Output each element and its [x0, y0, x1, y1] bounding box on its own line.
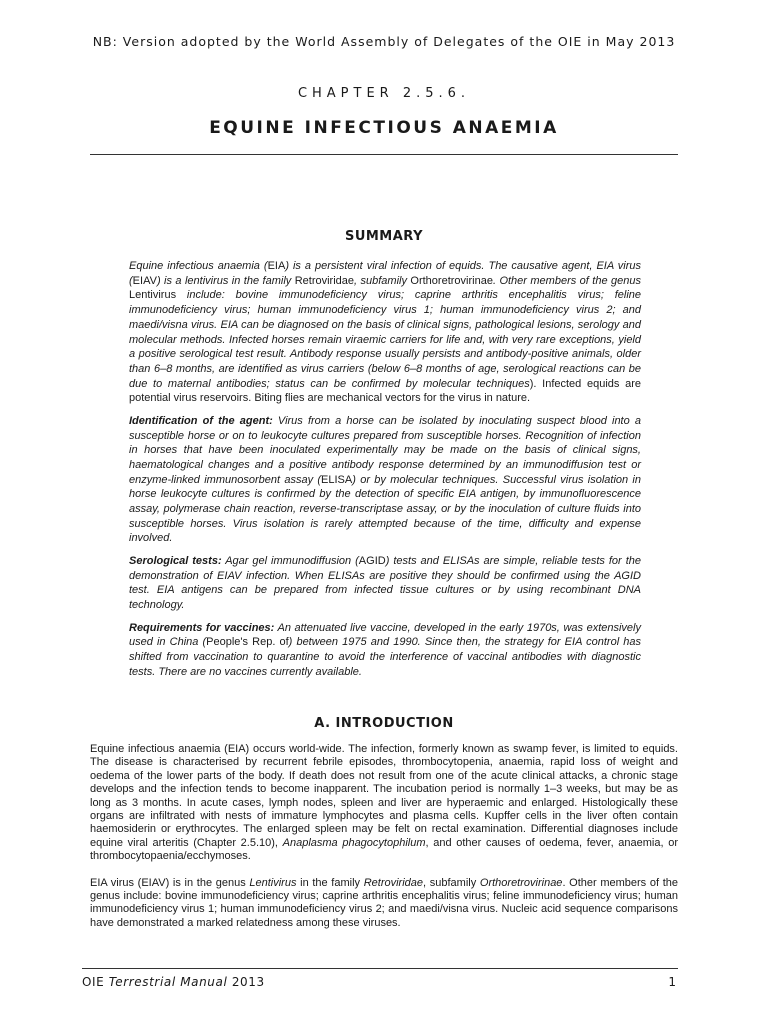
serological-label: Serological tests: [129, 554, 222, 567]
summary-paragraph-serological: Serological tests: Agar gel immunodiffusion (AGID) tests and ELISAs are simple, reliable tests for the demonstration of EIAV infection. When ELISAs are positive they should be confirmed using the AGID test. EIA antigens can be prepared from infected tissue cultures or by using recombinant DNA technology. [129, 554, 641, 612]
introduction-paragraph-2: EIA virus (EIAV) is in the genus Lentivirus in the family Retroviridae, subfamily Orthoretrovirinae. Other members of the genus include: bovine immunodeficiency virus; caprine arthritis encephalitis virus; feline immunodeficiency virus; human immunodeficiency virus 1; human immunodeficiency virus 2; and maedi/visna virus. Nucleic acid sequence comparisons have demonstrated a marked relatedness among these viruses. [90, 876, 678, 929]
identification-label: Identification of the agent: [129, 414, 273, 427]
summary-paragraph-identification: Identification of the agent: Virus from a horse can be isolated by inoculating suspect blood into a susceptible horse or on to leukocyte cultures prepared from susceptible horses. Recognition of infection in horses that have been inoculated experimentally may be made on the basis of clinical signs, haematological changes and a positive antibody response determined by an immunodiffusion test or enzyme-linked immunosorbent assay (ELISA) or by molecular techniques. Successful virus isolation in horse leukocyte cultures is confirmed by the detection of specific EIA antigen, by immunofluorescence assay, polymerase chain reaction, reverse-transcriptase assay, or by the inoculation of culture fluids into susceptible horses. Virus isolation is rarely attempted because of the time, difficulty and expense involved. [129, 414, 641, 545]
summary-paragraph-overview: Equine infectious anaemia (EIA) is a persistent viral infection of equids. The causative agent, EIA virus (EIAV) is a lentivirus in the family Retroviridae, subfamily Orthoretrovirinae. Other members of the genus Lentivirus include: bovine immunodeficiency virus; caprine arthritis encephalitis virus; feline immunodeficiency virus; human immunodeficiency virus 1; human immunodeficiency virus 2; and maedi/visna virus. EIA can be diagnosed on the basis of clinical signs, pathological lesions, serology and molecular methods. Infected horses remain viraemic carriers for life and, with very rare exceptions, yield a positive serological test result. Antibody response usually persists and antibody-positive animals, older than 6–8 months, are identified as virus carriers (below 6–8 months of age, serological reactions can be due to maternal antibodies; status can be confirmed by molecular techniques). Infected equids are potential virus reservoirs. Biting flies are mechanical vectors for the virus in nature. [129, 260, 642, 405]
summary-heading: SUMMARY [344, 229, 424, 244]
vaccines-label: Requirements for vaccines: [129, 621, 275, 634]
introduction-section [90, 743, 678, 943]
page-number: 1 [668, 975, 676, 989]
introduction-heading: A. INTRODUCTION [314, 716, 454, 731]
summary-paragraph-vaccines: Requirements for vaccines: An attenuated live vaccine, developed in the early 1970s, was extensively used in China (People's Rep. of) between 1975 and 1990. Since then, the strategy for EIA control has shifted from vaccination to quarantine to avoid the interference of vaccinal antibodies with diagnostic tests. There are no vaccines currently available. [129, 621, 641, 678]
summary-section [129, 259, 641, 687]
chapter-title: EQUINE INFECTIOUS ANAEMIA [209, 118, 559, 138]
title-divider [90, 154, 678, 155]
footer-source: OIE Terrestrial Manual 2013 [82, 975, 265, 989]
header-note: NB: Version adopted by the World Assembly of Delegates of the OIE in May 2013 [92, 34, 676, 49]
introduction-paragraph-1: Equine infectious anaemia (EIA) occurs world-wide. The infection, formerly known as swamp fever, is limited to equids. The disease is characterised by recurrent febrile episodes, thrombocytopenia, anaemia, rapid loss of weight and oedema of the lower parts of the body. If death does not result from one of the acute clinical attacks, a chronic stage develops and the infection tends to become inapparent. The incubation period is normally 1–3 weeks, but may be as long as 3 months. In acute cases, lymph nodes, spleen and liver are hyperaemic and enlarged. Histologically these organs are infiltrated with nests of immature lymphocytes and plasma cells. Kupffer cells in the liver often contain haemosiderin or erythrocytes. The enlarged spleen may be felt on rectal examination. Differential diagnoses include equine viral arteritis (Chapter 2.5.10), Anaplasma phagocytophilum, and other causes of oedema, fever, anaemia, or thrombocytopaenia/ecchymoses. [90, 743, 678, 863]
footer-divider [82, 968, 678, 969]
chapter-label: CHAPTER 2.5.6. [297, 86, 471, 101]
